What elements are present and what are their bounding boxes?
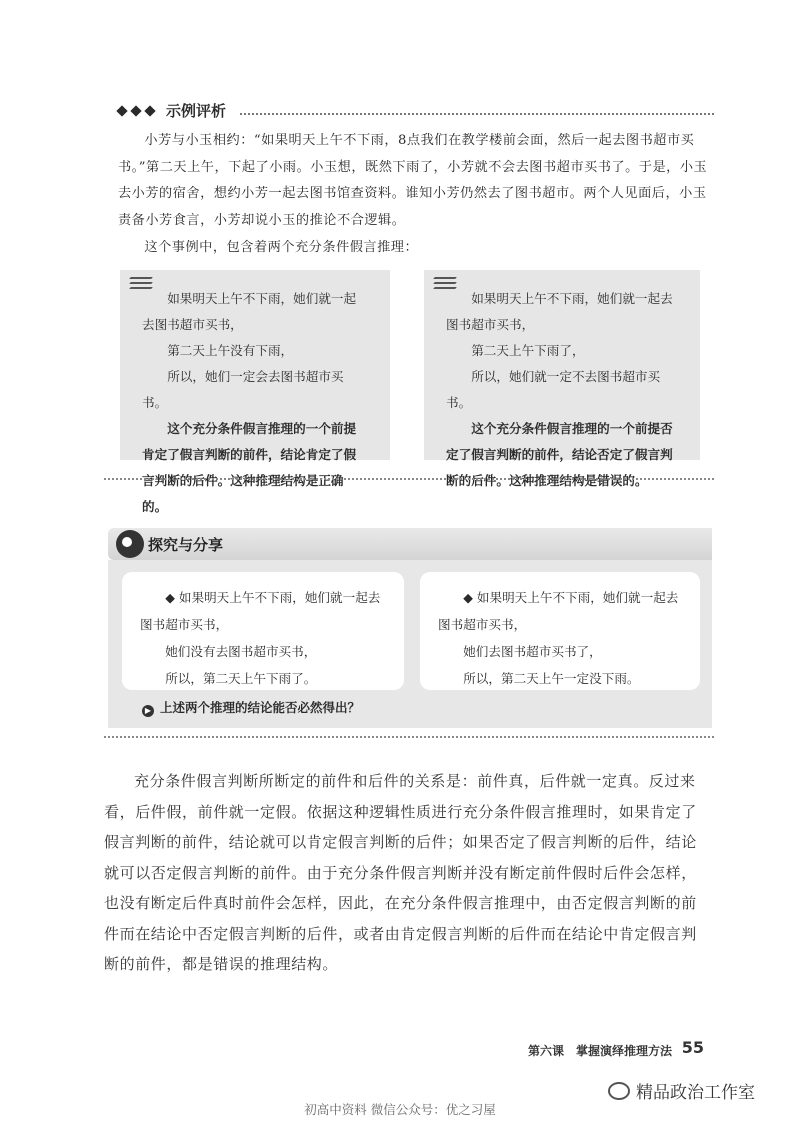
explore-panel — [108, 560, 712, 728]
case-premise-1: 如果明天上午不下雨，她们就一起去图书超市买书， — [142, 291, 357, 332]
example-paragraph-1: 小芳与小玉相约：“如果明天上午不下雨，8点我们在教学楼前会面，然后一起去图书超市买书。”第二天上午，下起了小雨。小玉想，既然下雨了，小芳就不会去图书超市买书了。于是，小玉去小芳的宿舍，想约小芳一起去图书馆查资料。谁知小芳仍然去了图书超市。两个人见面后，小玉责备小芳食言，小芳却说小玉的推论不合逻辑。 — [118, 133, 708, 228]
section-divider-top — [104, 478, 714, 480]
case-box-left — [120, 270, 390, 514]
case-conclusion: 所以，她们就一定不去图书超市买书。 — [446, 369, 661, 410]
case-comment: 这个充分条件假言推理的一个前提否定了假言判断的前件，结论否定了假言判断的后件。这种推理结构是错误的。 — [446, 421, 673, 488]
explore-conclusion: 所以，第二天上午一定没下雨。 — [463, 671, 640, 686]
case-premise-1: 如果明天上午不下雨，她们就一起去图书超市买书， — [446, 291, 673, 332]
explore-premise-2: 她们去图书超市买书了， — [463, 644, 602, 659]
main-paragraph: 充分条件假言判断所断定的前件和后件的关系是：前件真，后件就一定真。反过来看，后件假，前件就一定假。依据这种逻辑性质进行充分条件假言推理时，如果肯定了假言判断的前件，结论就可以肯定假言判断的后件；如果否定了假言判断的后件，结论就可以否定假言判断的前件。由于充分条件假言判断并没有断定前件假时后件会怎样，也没有断定后件真时前件会怎样，因此，在充分条件假言推理中，由否定假言判断的前件而在结论中否定假言判断的后件，或者由肯定假言判断的后件而在结论中肯定假言判断的前件，都是错误的推理结构。 — [104, 772, 697, 973]
example-section-header — [118, 100, 718, 124]
watermark: 精品政治工作室 — [608, 1078, 755, 1103]
case-premise-2: 第二天上午下雨了， — [471, 343, 585, 358]
case-comment: 这个充分条件假言推理的一个前提肯定了假言判断的前件，结论肯定了假言判断的后件。这种推理结构是正确的。 — [142, 421, 357, 514]
stripes-icon — [434, 274, 456, 294]
explore-premise-1: ◆ 如果明天上午不下雨，她们就一起去图书超市买书， — [438, 590, 679, 632]
lesson-title: 第六课 掌握演绎推理方法 — [527, 1044, 672, 1058]
explore-card-right — [420, 572, 700, 690]
case-premise-2: 第二天上午没有下雨， — [167, 343, 294, 358]
explore-premise-2: 她们没有去图书超市买书， — [165, 644, 317, 659]
example-paragraph-2: 这个事例中，包含着两个充分条件假言推理： — [144, 240, 419, 255]
footnote: 初高中资料 微信公众号：优之习屋 — [304, 1102, 496, 1117]
diamond-icon — [130, 105, 141, 116]
header-dotted-rule — [240, 113, 714, 115]
explore-card-left — [122, 572, 404, 690]
explore-banner — [108, 528, 712, 560]
diamond-icon — [116, 105, 127, 116]
explore-conclusion: 所以，第二天上午下雨了。 — [165, 671, 317, 686]
case-conclusion: 所以，她们一定会去图书超市买书。 — [142, 369, 344, 410]
play-circle-icon: ▶ — [142, 705, 154, 717]
section-divider-bottom — [104, 736, 714, 738]
explore-question: ▶ 上述两个推理的结论能否必然得出？ — [142, 698, 360, 717]
stripes-icon — [130, 274, 152, 294]
wechat-icon — [608, 1082, 630, 1100]
page-number: 55 — [681, 1038, 704, 1057]
diamond-icon — [144, 105, 155, 116]
example-section-title: 示例评析 — [166, 102, 227, 120]
explore-premise-1: ◆ 如果明天上午不下雨，她们就一起去图书超市买书， — [140, 590, 381, 632]
explore-title: 探究与分享 — [148, 536, 224, 554]
puzzle-icon — [116, 530, 144, 558]
case-box-right — [424, 270, 700, 488]
